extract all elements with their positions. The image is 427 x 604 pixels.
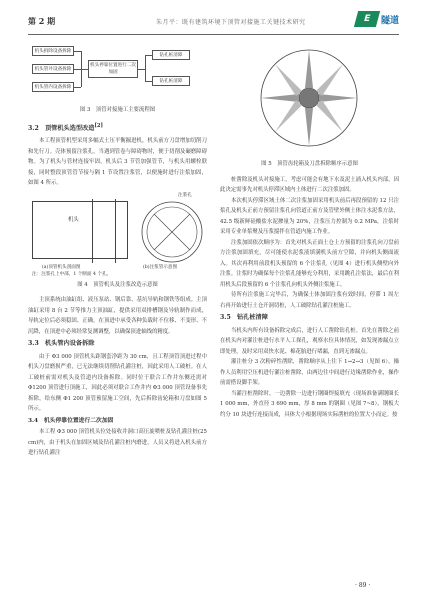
flow-box: 钻孔桩清障 xyxy=(152,76,190,86)
figure-caption: 图 3 顶管对接施工主要流程图 xyxy=(79,107,156,113)
section-heading: 3.5 钻孔桩清障 xyxy=(220,314,268,321)
running-title: 朱月平：既有建筑环境下顶管对接施工关键技术研究 xyxy=(156,19,306,26)
paragraph: 由于 Φ3 000 顶管机头距钢套净距为 30 cm，且工程顶管顶进过程中机头刀盘磨损严重，已无法继续切削钻孔灌注桩，因此采用人工破桩。在人工破桩前需对机头及管道内设备拆除。同时位于联合工作井东侧还需对 Φ1200 顶管进行顶施工，因此必须对联合工作井内 Φ3 000 顶管设备事先拆除，给东侧 Φ1 200 顶管预留施工空间，先后拆除齿轮箱和刀盘如图 5 所示。 xyxy=(28,353,207,413)
gearbox-removal-diagram xyxy=(220,40,399,156)
grout-label: 注浆孔 xyxy=(178,192,192,198)
paragraph: 本工程顶管机型采用多幅式土压平衡掘进机，机头前方刀盘增加切削刀和先行刀。壳体预留注浆孔，当遇到管卷与障碍物时，便于切削及碾磨障碍物。为了机头与管材连接牢固，机头后 3 节管加强管节，与机头用螺栓联接，同时整段顶管管节接与隔 1 节设置注浆管，以便施时进行注浆加固，如图 4 所示。 xyxy=(28,138,207,187)
paragraph: 桩凿除及机头对接施工，考虑可能会有地下水及泥土涌入机头内部，因此决定需事先对机头停滞区域内土体进行二次注浆加固。 xyxy=(220,176,399,193)
grout-ring xyxy=(92,199,116,263)
flow-box: 钻孔桩清障 xyxy=(152,50,190,60)
section-heading: 3.3 机头管内设备拆除 xyxy=(28,340,95,348)
paragraph: 本工程 Φ3 000 顶管机头位处接收井洞口高压旋喷桩及钻孔灌注桩(25 cm)内，由于机头在加固区城及钻孔灌注桩内磨进，人员又将进入机头前方进行钻孔灌注 xyxy=(28,429,207,457)
subfigure-label: (b)注浆管示意图 xyxy=(143,264,178,270)
left-column xyxy=(28,40,207,459)
grout-section-diagram xyxy=(139,199,205,265)
logo-text: 隧道 xyxy=(380,15,399,26)
flow-connector xyxy=(138,69,145,70)
subfigure-label: (a)顶管机头剖面图 xyxy=(42,264,81,270)
paragraph: 当机头内所有设备拆除完成后，进行人工凿除钻孔桩。首先在凿除之前在机头内对灌注桩进行水平人工探孔，观察水位具体情况，如发现渗漏点立即处理，及时采用双快水泥、棉花胎进行堵漏，直到无渗漏点。 xyxy=(220,327,399,355)
flow-connector xyxy=(145,55,146,81)
flow-connector xyxy=(74,87,81,88)
issue-number: 第 2 期 xyxy=(28,16,56,26)
figure-caption: 图 4 顶管机头及注浆改造示意图 xyxy=(77,281,158,288)
flow-connector xyxy=(145,81,152,82)
figure-5 xyxy=(220,40,399,156)
logo-mark: E xyxy=(354,11,380,27)
running-header xyxy=(28,8,399,35)
flow-box: 机头停靠位置进行二次加固 xyxy=(88,60,138,78)
journal-logo xyxy=(356,9,399,29)
paragraph: 灌注桩分 3 次粉碎性凿除，凿除顺序从上往下 1→2→3（见图 6），操作人员利用空压机进行灌注桩凿除，由两边往中间进行边缘凿除作业，操作前需搭设脚手架。 xyxy=(220,359,399,386)
flow-box: 机头管内设备拆除 xyxy=(32,82,74,92)
section-heading xyxy=(28,121,207,135)
paragraph: 待所有注浆施工完毕后，为确保土体加固注浆有效时间，停滞 1 周左右再开始进行土仓开洞切桩，人工破除钻孔灌注桩施工。 xyxy=(220,292,399,309)
flow-connector xyxy=(145,55,152,56)
paragraph: 注浆加固依次顺序为：首先对机头正面土仓上方预留的注浆孔向刀盘前方注浆加固填充，尽可能使水泥浆液填满机头前方空隙，并向机头侧面流入。其次再利用前段机头预留的 6 个注浆孔（见图 4）进行机头侧壁向外注浆。注浆时为确保每个注浆孔能够充分利用，采用跳孔注浆法，最后在利用机头后段预留的 6 个注浆孔向机头外侧注浆施工。 xyxy=(220,239,399,288)
paragraph: 当灌注桩凿除时，一边凿除一边进行钢圈焊接填充（现场准备满钢圈长 1 000 mm，外直径 3 690 mm，厚 8 mm 的钢圈（见图 7~8），钢板大约分 10 块进行连接而成，具体大小根据现场实际凿桩的位置大小而定。按 xyxy=(220,390,399,418)
flow-box: 机头管井设备拆除 xyxy=(32,64,74,74)
paragraph: 本次机头停滞区域土体二次注浆加固采用机头前后再段预留的 12 只注浆孔及机头正前方预留注浆孔向管道正前方及管壁外侧土体注水泥浆方法，42.5 级新鲜硅酸盐水泥掺量为 20%，注浆压力控制为 0.2 MPa，注浆时采用专业单浆聚及压浆搅拌在管道内施工作业。 xyxy=(220,197,399,235)
section-title: 3.2 顶管机头选型改造 xyxy=(28,124,95,132)
paragraph: 主顶系统由油缸组、液压泵站、钢后靠、基坑导轨和钢铁等组成。主顶油缸采用 8 台 2 节等推力主顶油缸，提供采用双排槽钢及导轨制作而成，导轨定位后必须稳固、正确。在顶进中承受各种负载时不位移、不变形、不沉降，在顶进中必须经常复测调整，以确保顶进轴线的精度。 xyxy=(28,297,207,335)
flow-connector xyxy=(81,51,82,87)
figure-4 xyxy=(28,189,207,277)
flow-box: 机头拆除设备拆除 xyxy=(32,46,74,56)
figure-caption: 图 5 顶管齿轮箱及刀盘拆除顺序示意图 xyxy=(261,161,358,167)
construction-flowchart xyxy=(28,40,207,102)
right-column xyxy=(220,40,399,420)
page-number: · 89 · xyxy=(355,582,371,589)
section-heading: 3.4 机头停靠位置进行二次加固 xyxy=(28,417,114,424)
citation: [2] xyxy=(94,122,103,129)
figure-note: 注：注浆孔上中部，1 个断面 4 个孔。 xyxy=(32,271,112,277)
flow-connector xyxy=(74,51,81,52)
pipe-label: 机头 xyxy=(68,216,79,223)
